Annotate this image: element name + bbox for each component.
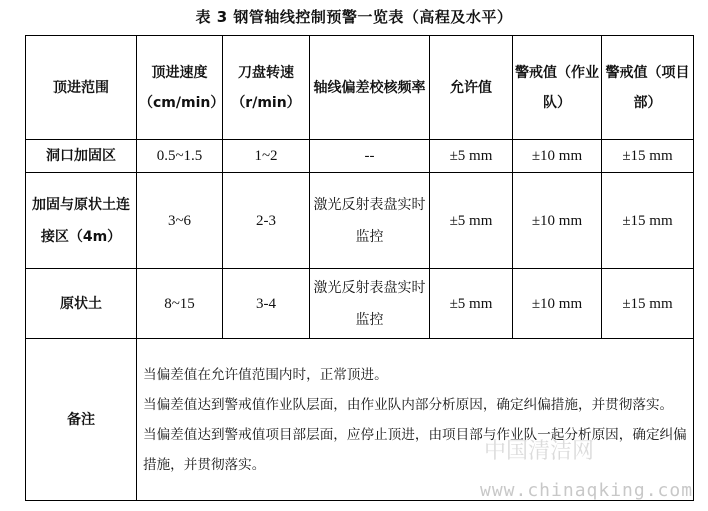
table-caption: 表 3 钢管轴线控制预警一览表（高程及水平） — [195, 8, 513, 26]
cell-speed: 8~15 — [137, 269, 223, 339]
cell-warn-dept: ±15 mm — [602, 269, 694, 339]
notes-label: 备注 — [26, 339, 137, 501]
watermark-url: www.chinaqking.com — [480, 480, 694, 501]
table-row — [26, 173, 694, 269]
notes-row — [26, 339, 694, 501]
cell-check: 激光反射表盘实时监控 — [310, 173, 430, 269]
header-rpm: 刀盘转速（r/min） — [223, 36, 310, 140]
cell-warn-team: ±10 mm — [513, 269, 602, 339]
cell-speed: 3~6 — [137, 173, 223, 269]
header-check: 轴线偏差校核频率 — [310, 36, 430, 140]
cell-range: 原状土 — [26, 269, 137, 339]
note-line: 当偏差值在允许值范围内时，正常顶进。 — [143, 366, 388, 383]
cell-check: 激光反射表盘实时监控 — [310, 269, 430, 339]
table-row — [26, 269, 694, 339]
cell-rpm: 2-3 — [223, 173, 310, 269]
header-row — [26, 36, 694, 140]
header-speed: 顶进速度（cm/min） — [137, 36, 223, 140]
cell-warn-team: ±10 mm — [513, 140, 602, 173]
cell-range: 洞口加固区 — [26, 140, 137, 173]
header-allow: 允许值 — [430, 36, 513, 140]
cell-allow: ±5 mm — [430, 140, 513, 173]
cell-range: 加固与原状土连接区（4m） — [26, 173, 137, 269]
table-row — [26, 140, 694, 173]
header-warn-dept: 警戒值（项目部） — [602, 36, 694, 140]
note-line: 当偏差值达到警戒值作业队层面，由作业队内部分析原因，确定纠偏措施，并贯彻落实。 — [143, 396, 674, 413]
header-range: 顶进范围 — [26, 36, 137, 140]
header-warn-team: 警戒值（作业队） — [513, 36, 602, 140]
cell-allow: ±5 mm — [430, 173, 513, 269]
cell-check: -- — [310, 140, 430, 173]
cell-warn-dept: ±15 mm — [602, 140, 694, 173]
cell-rpm: 1~2 — [223, 140, 310, 173]
cell-warn-dept: ±15 mm — [602, 173, 694, 269]
cell-speed: 0.5~1.5 — [137, 140, 223, 173]
cell-warn-team: ±10 mm — [513, 173, 602, 269]
notes-cell — [137, 339, 694, 501]
watermark-logo-text: 中国清洁网 — [484, 439, 595, 464]
warning-table — [25, 35, 694, 501]
cell-rpm: 3-4 — [223, 269, 310, 339]
cell-allow: ±5 mm — [430, 269, 513, 339]
note-line: 当偏差值达到警戒值项目部层面，应停止顶进，由项目部与作业队一起分析原因，确定纠偏措施，并贯彻落实。 — [143, 426, 687, 473]
